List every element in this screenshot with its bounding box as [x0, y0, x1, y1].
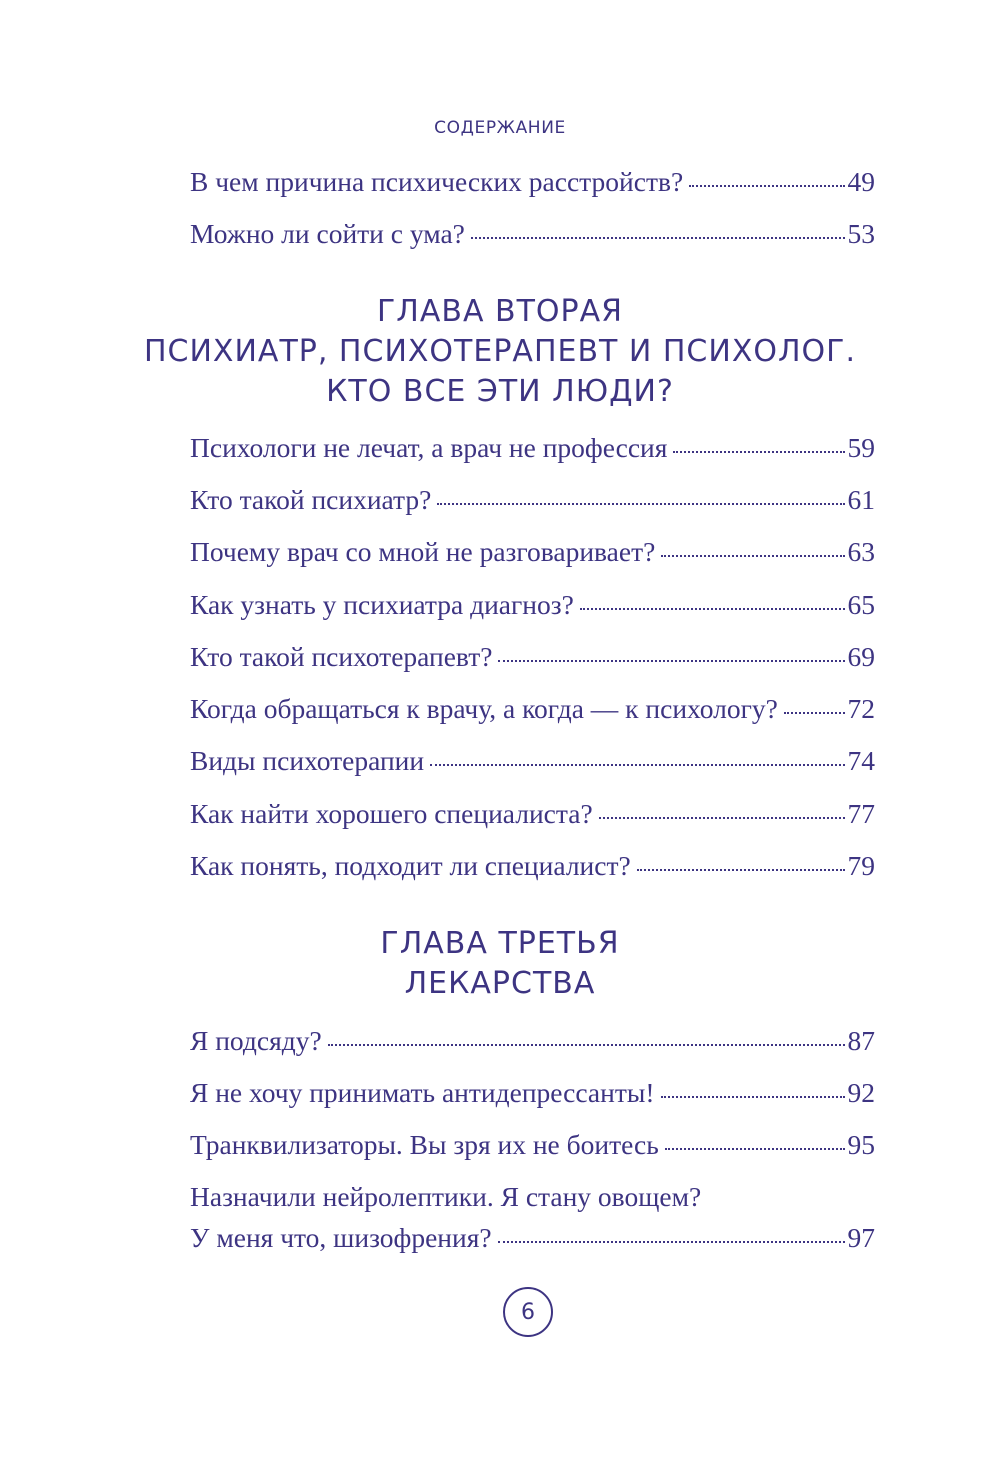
toc-entry-title: Можно ли сойти с ума? [190, 218, 465, 249]
leader-dots [665, 1147, 845, 1150]
leader-dots [661, 1095, 845, 1098]
chapter-number: ГЛАВА ТРЕТЬЯ [380, 926, 620, 961]
toc-entry-title: Как понять, подходит ли специалист? [190, 850, 631, 881]
toc-entry-multiline [190, 1175, 875, 1260]
toc-entry [190, 635, 875, 679]
toc-entry [190, 1071, 875, 1115]
page-number-circle [503, 1287, 553, 1337]
toc-entry-page: 77 [847, 798, 875, 829]
toc-entry-title: Кто такой психиатр? [190, 484, 432, 515]
toc-entry-title: Я подсяду? [190, 1025, 322, 1056]
toc-entry-title: Почему врач со мной не разговаривает? [190, 536, 656, 567]
toc-entry-page: 72 [847, 693, 875, 724]
toc-entry-page: 79 [847, 850, 875, 881]
toc-entry-page: 59 [847, 432, 875, 463]
toc-entry-title: Психологи не лечат, а врач не профессия [190, 432, 668, 463]
toc-entry-page: 53 [847, 218, 875, 249]
chapter-heading [0, 924, 1000, 1004]
leader-dots [430, 763, 844, 766]
toc-entry [190, 212, 875, 256]
toc-entry [190, 1123, 875, 1167]
leader-dots [437, 502, 844, 505]
toc-entry-page: 95 [847, 1129, 875, 1160]
leader-dots [689, 184, 844, 187]
toc-entry-title: Как найти хорошего специалиста? [190, 798, 593, 829]
toc-entry [190, 160, 875, 204]
chapter-number: ГЛАВА ВТОРАЯ [377, 294, 623, 329]
leader-dots [637, 868, 845, 871]
toc-entry [190, 739, 875, 783]
chapter-title: ПСИХИАТР, ПСИХОТЕРАПЕВТ И ПСИХОЛОГ. [143, 334, 856, 369]
toc-entry-title-line1: Назначили нейролептики. Я стану овощем? [190, 1181, 702, 1212]
toc-entry-title-line2: У меня что, шизофрения? [190, 1222, 492, 1253]
leader-dots [498, 1240, 845, 1243]
leader-dots [328, 1043, 845, 1046]
toc-entry-title: Как узнать у психиатра диагноз? [190, 589, 574, 620]
running-head: СОДЕРЖАНИЕ [434, 118, 566, 138]
toc-entry [190, 687, 875, 731]
toc-entry-page: 87 [847, 1025, 875, 1056]
toc-entry [190, 1019, 875, 1063]
toc-entry-title: Когда обращаться к врачу, а когда — к психологу? [190, 693, 778, 724]
leader-dots [580, 607, 845, 610]
toc-entry [190, 583, 875, 627]
toc-entry-title: В чем причина психических расстройств? [190, 166, 684, 197]
toc-entry-title: Кто такой психотерапевт? [190, 641, 493, 672]
chapter-heading [0, 292, 1000, 412]
toc-entry-title: Виды психотерапии [190, 745, 425, 776]
leader-dots [599, 816, 845, 819]
toc-entry-page: 65 [847, 589, 875, 620]
toc-entry-page: 49 [847, 166, 875, 197]
leader-dots [784, 711, 845, 714]
toc-entry-page: 97 [847, 1222, 875, 1253]
toc-entry-page: 92 [847, 1077, 875, 1108]
toc-entry-page: 63 [847, 536, 875, 567]
chapter-title: ЛЕКАРСТВА [404, 966, 596, 1001]
toc-entry [190, 478, 875, 522]
leader-dots [661, 554, 844, 557]
chapter-title: КТО ВСЕ ЭТИ ЛЮДИ? [326, 374, 674, 409]
leader-dots [673, 450, 844, 453]
toc-entry-page: 61 [847, 484, 875, 515]
toc-entry-title: Я не хочу принимать антидепрессанты! [190, 1077, 655, 1108]
toc-entry-page: 74 [847, 745, 875, 776]
toc-entry-title: Транквилизаторы. Вы зря их не боитесь [190, 1129, 659, 1160]
toc-entry [190, 530, 875, 574]
toc-entry [190, 792, 875, 836]
toc-entry [190, 426, 875, 470]
page-number: 6 [521, 1299, 535, 1325]
leader-dots [471, 236, 845, 239]
leader-dots [498, 659, 844, 662]
toc-entry-page: 69 [847, 641, 875, 672]
toc-entry [190, 844, 875, 888]
